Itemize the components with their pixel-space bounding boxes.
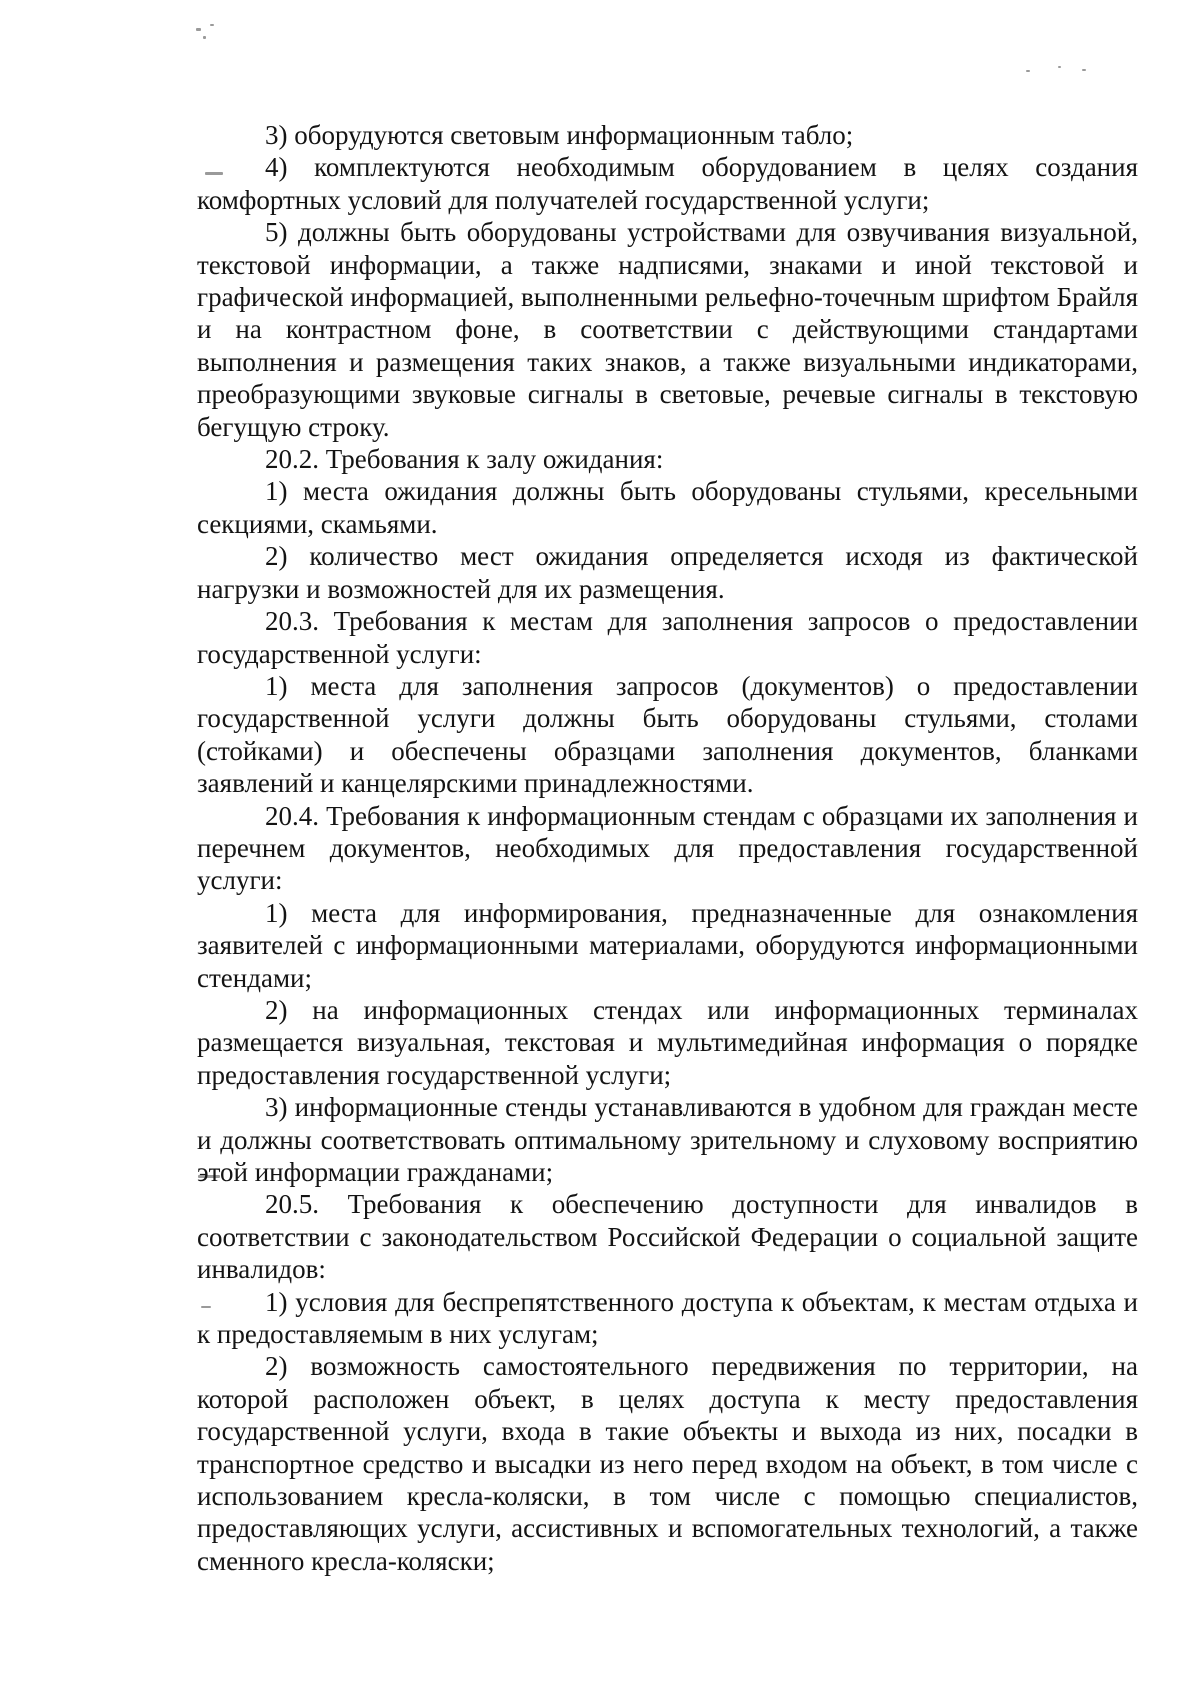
- scan-speck: [203, 36, 206, 39]
- paragraph: 20.3. Требования к местам для заполнения запросов о предоставлении государственной услуги:: [197, 606, 1138, 669]
- paragraph: 1) места для заполнения запросов (документов) о предоставлении государственной услуги должны быть оборудованы стульями, столами (стойками) и обеспечены образцами заполнения документов, бланками заявлений и канцелярскими принадлежностями.: [197, 670, 1138, 799]
- paragraph: 2) количество мест ожидания определяется исходя из фактической нагрузки и возможностей для их размещения.: [197, 541, 1138, 604]
- paragraph: 2) на информационных стендах или информационных терминалах размещается визуальная, текстовая и мультимедийная информация о порядке предоставления государственной услуги;: [197, 994, 1138, 1090]
- paragraph: 3) информационные стенды устанавливаются в удобном для граждан месте и должны соответствовать оптимальному зрительному и слуховому восприятию этой информации гражданами;: [197, 1092, 1138, 1187]
- document-body: [197, 119, 1138, 1577]
- paragraph: 4) комплектуются необходимым оборудованием в целях создания комфортных условий для получателей государственной услуги;: [197, 152, 1138, 215]
- paragraph: 2) возможность самостоятельного передвижения по территории, на которой расположен объект, в целях доступа к месту предоставления государственной услуги, входа в такие объекты и выхода из них, посадки в транспортное средство и высадки из него перед входом на объект, в том числе с использованием кресла-коляски, в том числе с помощью специалистов, предоставляющих услуги, ассистивных и вспомогательных технологий, а также сменного кресла-коляски;: [197, 1351, 1138, 1576]
- scan-speck: [1082, 69, 1086, 71]
- paragraph: 20.4. Требования к информационным стендам с образцами их заполнения и перечнем документов, необходимых для предоставления государственной услуги:: [197, 800, 1138, 896]
- paragraph: 1) места для информирования, предназначенные для ознакомления заявителей с информационными материалами, оборудуются информационными стендами;: [197, 897, 1138, 993]
- scan-speck: [210, 24, 214, 26]
- scan-speck: [196, 28, 201, 31]
- scan-speck: [1058, 66, 1061, 68]
- scan-speck: [1026, 70, 1030, 72]
- paragraph: 5) должны быть оборудованы устройствами для озвучивания визуальной, текстовой информации, а также надписями, знаками и иной текстовой и графической информацией, выполненными рельефно-точечным шрифтом Брайля и на контрастном фоне, в соответствии с действующими стандартами выполнения и размещения таких знаков, а также визуальными индикаторами, преобразующими звуковые сигналы в световые, речевые сигналы в текстовую бегущую строку.: [197, 217, 1138, 442]
- paragraph: 1) условия для беспрепятственного доступа к объектам, к местам отдыха и к предоставляемым в них услугам;: [197, 1286, 1138, 1350]
- paragraph: 20.2. Требования к залу ожидания:: [265, 444, 664, 475]
- paragraph: 1) места ожидания должны быть оборудованы стульями, кресельными секциями, скамьями.: [197, 476, 1138, 539]
- paragraph: 3) оборудуются световым информационным табло;: [265, 120, 854, 150]
- paragraph: 20.5. Требования к обеспечению доступности для инвалидов в соответствии с законодательством Российской Федерации о социальной защите инвалидов:: [197, 1189, 1138, 1285]
